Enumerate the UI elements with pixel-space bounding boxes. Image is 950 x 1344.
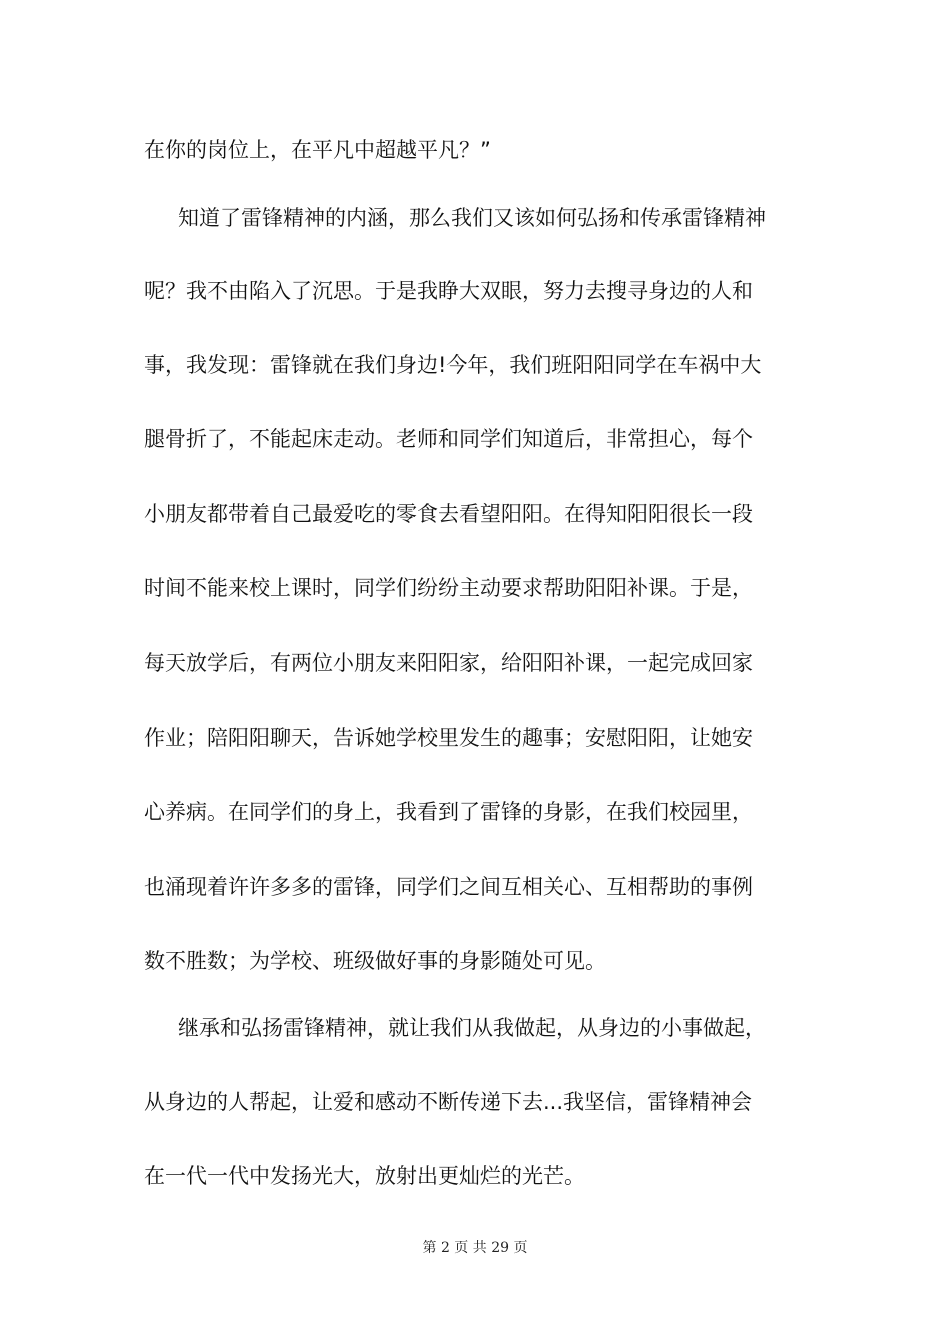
page-number: 第 2 页 共 29 页 <box>422 1240 528 1256</box>
text-line: 小朋友都带着自己最爱吃的零食去看望阳阳。在得知阳阳很长一段 <box>144 502 753 526</box>
text-line: 呢？我不由陷入了沉思。于是我睁大双眼，努力去搜寻身边的人和 <box>144 279 753 303</box>
text-line: 心养病。在同学们的身上，我看到了雷锋的身影，在我们校园里， <box>144 800 753 824</box>
text-line: 作业；陪阳阳聊天，告诉她学校里发生的趣事；安慰阳阳，让她安 <box>144 726 753 750</box>
text-line: 在一代一代中发扬光大，放射出更灿烂的光芒。 <box>144 1164 585 1188</box>
text-line: 腿骨折了，不能起床走动。老师和同学们知道后，非常担心，每个 <box>144 427 753 451</box>
text-line: 也涌现着许许多多的雷锋，同学们之间互相关心、互相帮助的事例 <box>144 875 753 899</box>
text-line: 每天放学后，有两位小朋友来阳阳家，给阳阳补课，一起完成回家 <box>144 651 753 675</box>
text-line: 时间不能来校上课时，同学们纷纷主动要求帮助阳阳补课。于是， <box>144 576 753 600</box>
paragraph-start-line: 知道了雷锋精神的内涵，那么我们又该如何弘扬和传承雷锋精神 <box>178 206 766 230</box>
text-line: 事，我发现：雷锋就在我们身边!今年，我们班阳阳同学在车祸中大 <box>144 353 762 377</box>
text-line: 在你的岗位上，在平凡中超越平凡？” <box>144 138 491 162</box>
paragraph-start-line: 继承和弘扬雷锋精神，就让我们从我做起，从身边的小事做起， <box>178 1016 766 1040</box>
text-line: 数不胜数；为学校、班级做好事的身影随处可见。 <box>144 949 606 973</box>
text-line: 从身边的人帮起，让爱和感动不断传递下去...我坚信，雷锋精神会 <box>144 1090 753 1114</box>
